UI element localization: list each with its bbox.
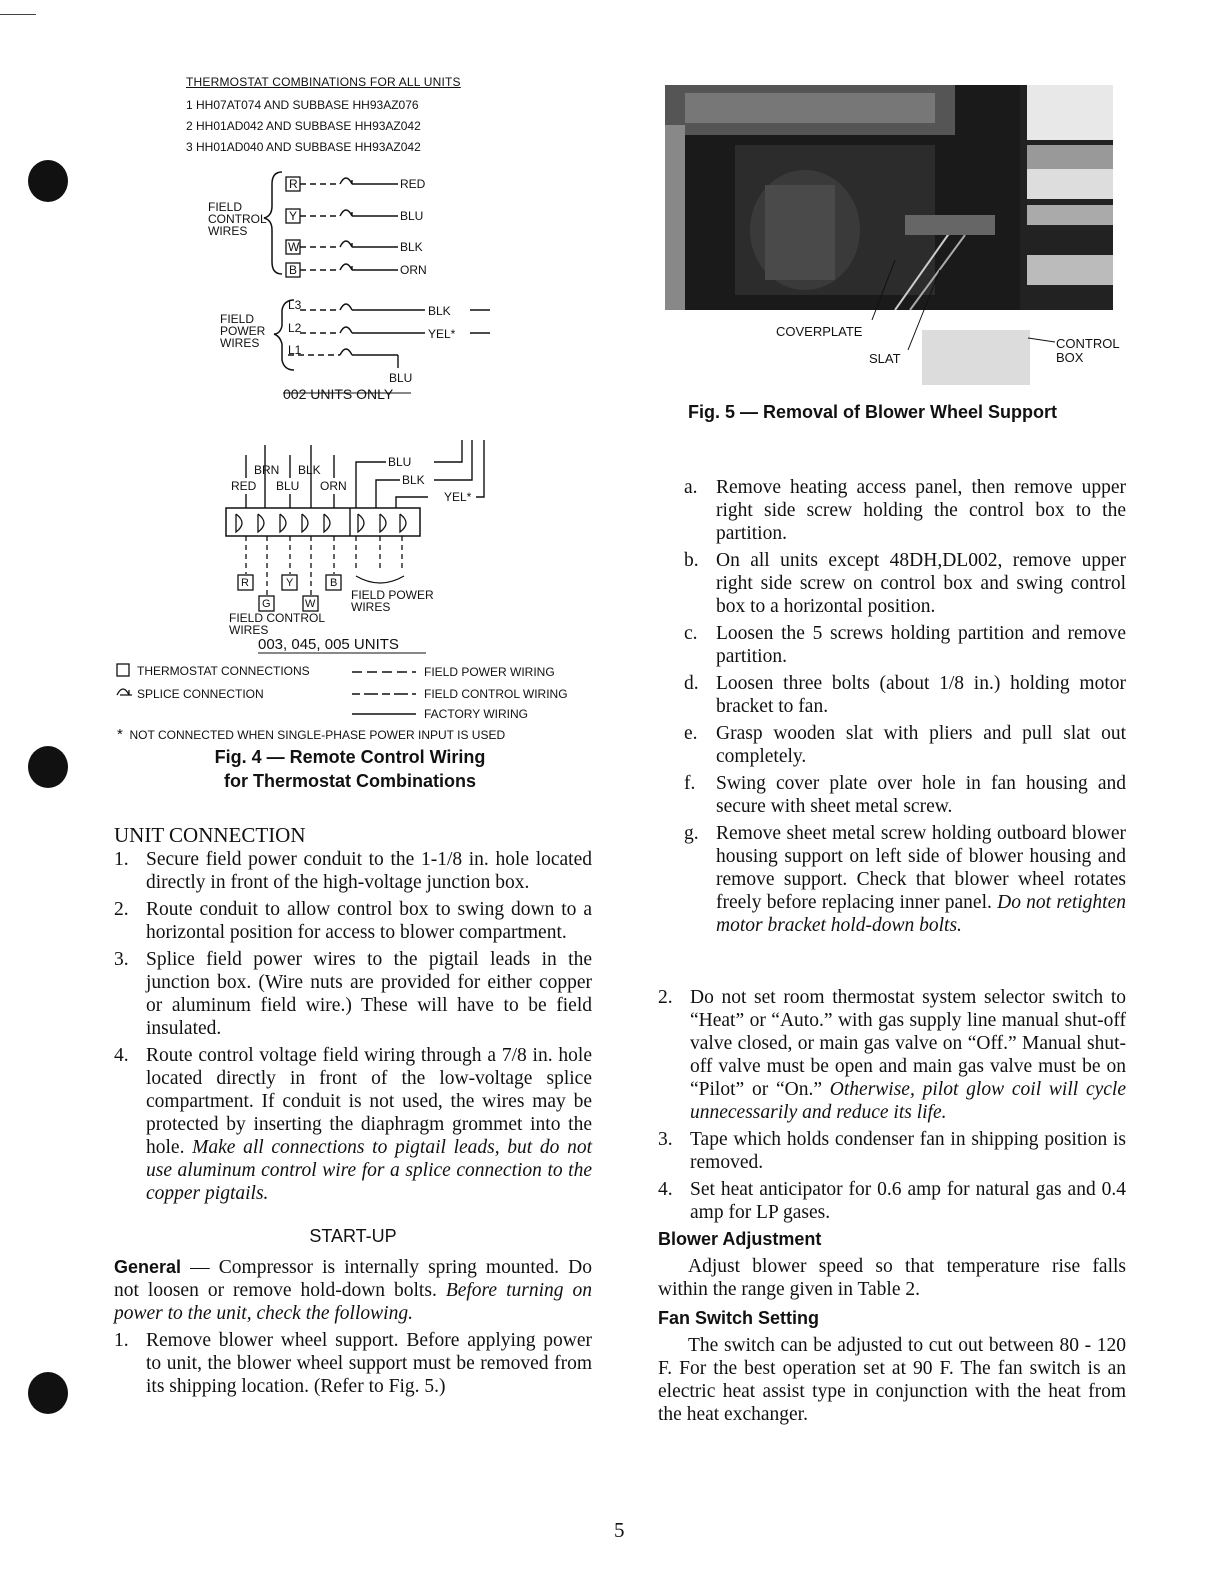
left-column (114, 824, 592, 1402)
unit-connection-list (114, 848, 592, 1205)
blower-adjustment-heading: Blower Adjustment (658, 1229, 822, 1249)
startup-list (114, 1329, 592, 1398)
list-item: 4. Route control voltage field wiring through a 7/8 in. hole located directly in front of the low-voltage splice compartment. If conduit is not used, the wires may be protected by inserting the diaphragm grommet into the hole. Make all connections to pigtail leads, but do not use aluminum control wire for a splice connection to the copper pigtails. (114, 1045, 592, 1204)
power-color-blk: BLK (428, 304, 451, 318)
terminal-l2: L2 (288, 321, 302, 335)
fig4-combo-1: 1 HH07AT074 AND SUBBASE HH93AZ076 (186, 98, 419, 112)
lower-field-power-label: FIELD POWER WIRES (351, 588, 434, 614)
list-item: f. Swing cover plate over hole in fan housing and secure with sheet metal screw. (684, 773, 1126, 817)
wire-color-blk: BLK (400, 240, 423, 254)
lead-blk-top: BLK (402, 473, 425, 487)
list-item: b. On all units except 48DH,DL002, remove upper right side screw on control box and swing control box to a horizontal position. (684, 550, 1126, 617)
lower-terminal-y: Y (286, 577, 294, 589)
page-number: 5 (614, 1518, 625, 1542)
unit-connection-heading: UNIT CONNECTION (114, 823, 306, 847)
power-color-yel: YEL* (428, 327, 456, 341)
legend-splice: SPLICE CONNECTION (137, 687, 264, 701)
list-item: 4. Set heat anticipator for 0.6 amp for natural gas and 0.4 amp for LP gases. (658, 1179, 1126, 1223)
lead-brn: BRN (254, 463, 280, 477)
list-item: 1. Secure field power conduit to the 1-1/8 in. hole located directly in front of the high-voltage junction box. (114, 849, 592, 893)
lead-red: RED (231, 479, 257, 493)
fig4-combo-3: 3 HH01AD040 AND SUBBASE HH93AZ042 (186, 140, 421, 154)
wire-color-blu: BLU (400, 209, 424, 223)
legend-field-control: FIELD CONTROL WIRING (424, 687, 568, 701)
list-item: d. Loosen three bolts (about 1/8 in.) holding motor bracket to fan. (684, 673, 1126, 717)
wire-color-orn: ORN (400, 263, 427, 277)
list-item: a. Remove heating access panel, then remove upper right side screw holding the control box to the partition. (684, 477, 1126, 544)
startup-list-continued (658, 986, 1126, 1224)
binder-hole-3 (28, 1372, 68, 1414)
terminal-y: Y (289, 209, 298, 223)
legend-field-power: FIELD POWER WIRING (424, 665, 555, 679)
startup-heading: START-UP (309, 1226, 397, 1246)
list-item: e. Grasp wooden slat with pliers and pull slat out completely. (684, 723, 1126, 767)
terminal-r: R (289, 177, 298, 191)
lower-field-control-label: FIELD CONTROL WIRES (229, 611, 326, 637)
legend-note: * NOT CONNECTED WHEN SINGLE-PHASE POWER INPUT IS USED (117, 726, 506, 743)
general-paragraph: General — Compressor is internally spring mounted. Do not loosen or remove hold-down bolts. Before turning on power to the unit, check the following. (114, 1257, 592, 1324)
terminal-b: B (289, 263, 298, 277)
fig4-diagram (0, 0, 610, 800)
blower-removal-steps (684, 476, 1126, 937)
fig4-header: THERMOSTAT COMBINATIONS FOR ALL UNITS (186, 75, 461, 89)
lower-terminal-r: R (241, 577, 249, 589)
list-item: 2. Do not set room thermostat system selector switch to “Heat” or “Auto.” with gas supply line manual shut-off valve closed, or main gas valve on “Off.” Manual shut-off valve must be open and main gas valve must be on “Pilot” or “On.” Otherwise, pilot glow coil will cycle unnecessarily and reduce its life. (658, 987, 1126, 1123)
power-color-blu: BLU (389, 371, 413, 385)
fig4-caption: Fig. 4 — Remote Control Wiring for Thermostat Combinations (214, 747, 486, 791)
fan-switch-heading: Fan Switch Setting (658, 1308, 820, 1328)
field-power-wires-label: FIELD POWER WIRES (220, 312, 266, 350)
legend-factory: FACTORY WIRING (424, 707, 529, 721)
slat-label: SLAT (869, 351, 901, 366)
field-control-wires-label: FIELD CONTROL WIRES (208, 200, 267, 238)
lead-yel: YEL* (444, 490, 472, 504)
list-item: 2. Route conduit to allow control box to swing down to a horizontal position for access to blower compartment. (114, 899, 592, 943)
right-column (684, 476, 1126, 941)
lower-terminal-w: W (305, 598, 316, 610)
fig4-combo-2: 2 HH01AD042 AND SUBBASE HH93AZ042 (186, 119, 421, 133)
units-002-label: 002 UNITS ONLY (283, 386, 394, 402)
lead-blu: BLU (276, 479, 300, 493)
lead-blu-top: BLU (388, 455, 412, 469)
list-item: g. Remove sheet metal screw holding outboard blower housing support on left side of blower housing and remove support. Check that blower wheel rotates freely before replacing inner panel. Do not retighten motor bracket hold-down bolts. (684, 823, 1127, 936)
lead-orn: ORN (320, 479, 347, 493)
coverplate-label: COVERPLATE (776, 324, 863, 339)
control-box-label: CONTROL BOX (1056, 336, 1120, 365)
fan-switch-text: The switch can be adjusted to cut out between 80 - 120 F. For the best operation set at 90 F. The fan switch is an electric heat assist type in conjunction with the heat from the heat exchanger. (658, 1335, 1126, 1425)
lower-terminal-b: B (330, 577, 338, 589)
terminal-l3: L3 (288, 298, 302, 312)
terminal-w: W (288, 240, 300, 254)
list-item: 3. Splice field power wires to the pigtail leads in the junction box. (Wire nuts are provided for either copper or aluminum field wire.) These will have to be field insulated. (114, 949, 592, 1039)
right-column-lower (658, 986, 1126, 1426)
wire-color-red: RED (400, 177, 426, 191)
lower-terminal-g: G (262, 598, 271, 610)
units-003-label: 003, 045, 005 UNITS (258, 636, 399, 653)
lead-blk: BLK (298, 463, 321, 477)
terminal-l1: L1 (288, 343, 302, 357)
list-item: 3. Tape which holds condenser fan in shipping position is removed. (658, 1129, 1126, 1173)
fig5-caption: Fig. 5 — Removal of Blower Wheel Support (688, 402, 1058, 422)
list-item: c. Loosen the 5 screws holding partition and remove partition. (684, 623, 1126, 667)
legend-thermostat: THERMOSTAT CONNECTIONS (137, 664, 310, 678)
blower-adjustment-text: Adjust blower speed so that temperature rise falls within the range given in Table 2. (658, 1256, 1126, 1300)
list-item: 1. Remove blower wheel support. Before applying power to unit, the blower wheel support must be removed from its shipping location. (Refer to Fig. 5.) (114, 1330, 592, 1397)
